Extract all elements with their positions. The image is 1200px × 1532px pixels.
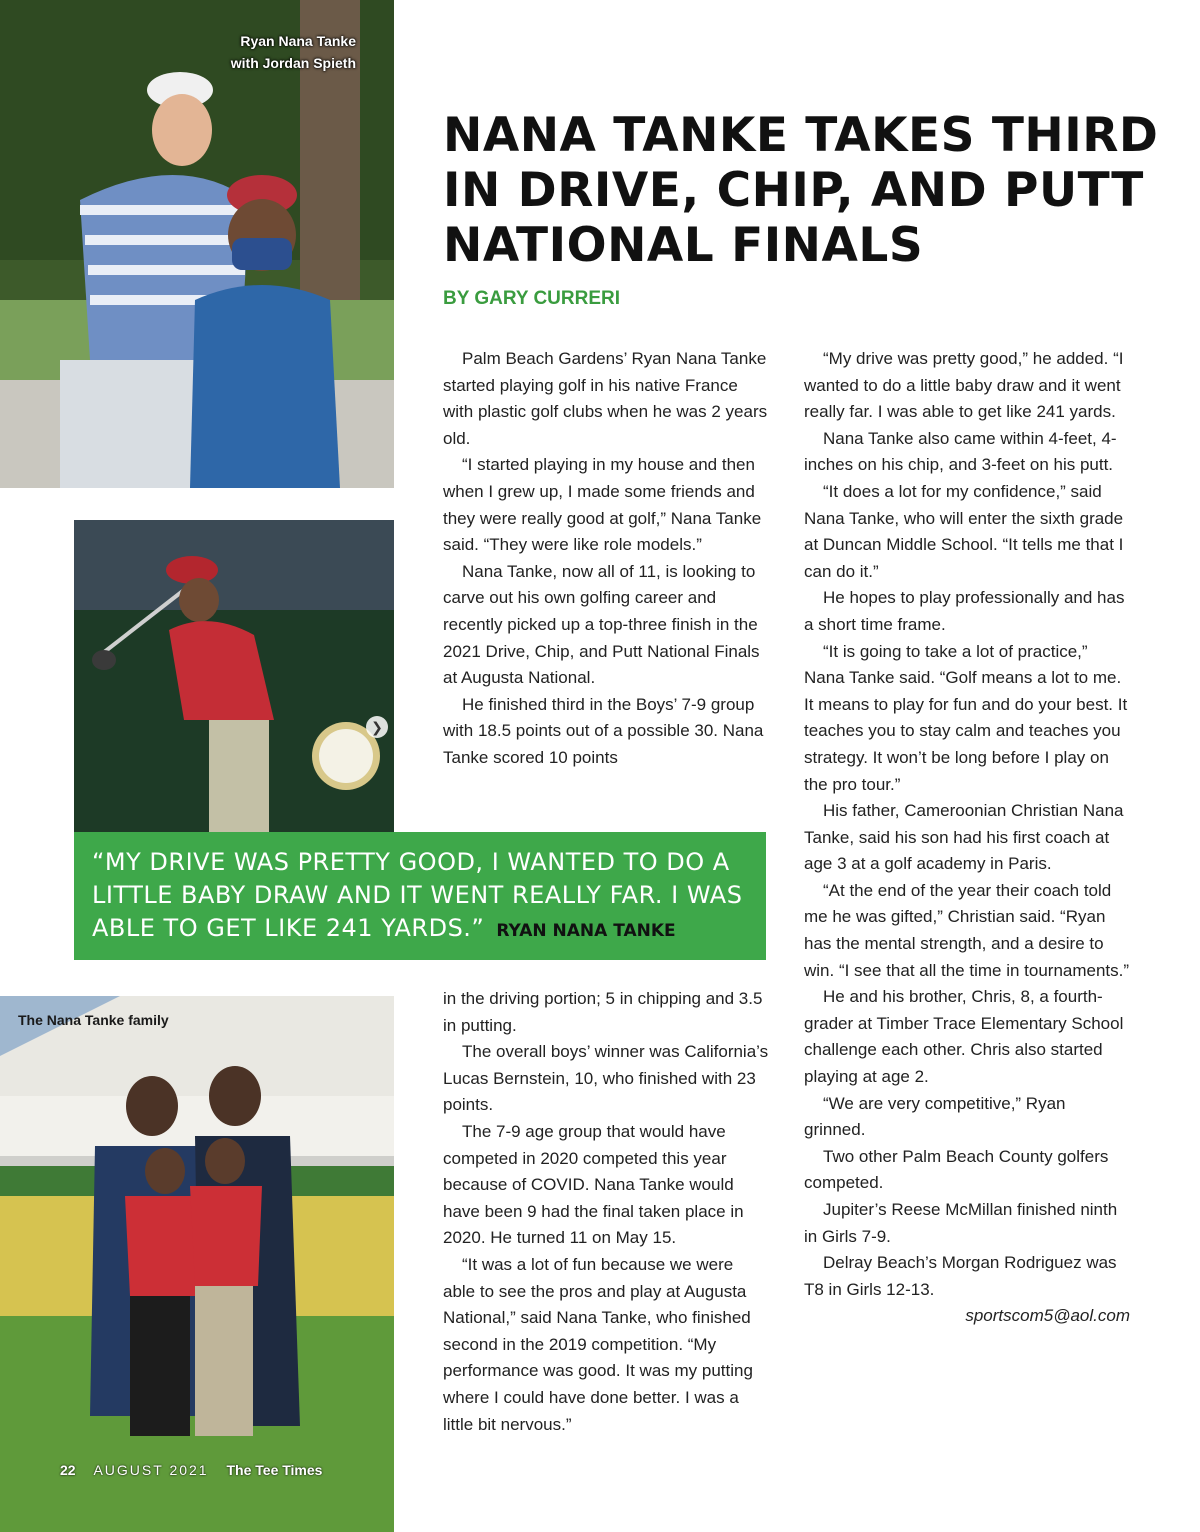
paragraph: Two other Palm Beach County golfers competed. bbox=[804, 1146, 1109, 1193]
issue-date: AUGUST 2021 bbox=[93, 1462, 209, 1478]
caption-line: with Jordan Spieth bbox=[230, 55, 356, 71]
paragraph: “It was a lot of fun because we were able to see the pros and play at Augusta National,” said Nana Tanke, who finished second in the 2019 competition. “My performance was good. It was my putting where I could have done better. I was a little bit nervous.” bbox=[443, 1254, 753, 1434]
article-column-2 bbox=[804, 346, 1130, 1330]
paragraph: “At the end of the year their coach told me he was gifted,” Christian said. “Ryan has the mental strength, and a desire to win. “I see that all the time in tournaments.” bbox=[804, 880, 1130, 980]
photo-family bbox=[0, 996, 394, 1532]
paragraph: He and his brother, Chris, 8, a fourth-grader at Timber Trace Elementary School challenge each other. Chris also started playing at age 2. bbox=[804, 987, 1124, 1087]
photo-caption-spieth bbox=[180, 30, 356, 74]
headline-line: NANA TANKE TAKES THIRD bbox=[443, 108, 1159, 163]
paragraph: He finished third in the Boys’ 7-9 group with 18.5 points out of a possible 30. Nana Tanke scored 10 points bbox=[443, 694, 764, 767]
author-email[interactable]: sportscom5@aol.com bbox=[965, 1306, 1130, 1326]
article-column-1-top bbox=[443, 346, 769, 772]
article-column-1-bottom bbox=[443, 986, 769, 1438]
paragraph: Delray Beach’s Morgan Rodriguez was T8 in Girls 12-13. bbox=[804, 1253, 1117, 1299]
paragraph: Jupiter’s Reese McMillan finished ninth in Girls 7-9. bbox=[804, 1200, 1118, 1246]
caption-line: Ryan Nana Tanke bbox=[240, 33, 356, 49]
photo-caption-family: The Nana Tanke family bbox=[18, 1012, 169, 1028]
headline-line: NATIONAL FINALS bbox=[443, 218, 924, 273]
paragraph: His father, Cameroonian Christian Nana Tanke, said his son had his first coach at age 3 at a golf academy in Paris. bbox=[804, 801, 1124, 874]
pull-quote-attribution: RYAN NANA TANKE bbox=[496, 921, 676, 941]
paragraph: The overall boys’ winner was California’s Lucas Bernstein, 10, who finished with 23 points. bbox=[443, 1042, 769, 1115]
paragraph: “It does a lot for my confidence,” said Nana Tanke, who will enter the sixth grade at Duncan Middle School. “It tells me that I can do it.” bbox=[804, 481, 1124, 581]
page-number: 22 bbox=[60, 1462, 76, 1478]
paragraph: “My drive was pretty good,” he added. “I wanted to do a little baby draw and it went really far. I was able to get like 241 yards. bbox=[804, 349, 1124, 422]
magazine-name: The Tee Times bbox=[226, 1462, 323, 1478]
photo-ryan-swing bbox=[74, 520, 394, 832]
paragraph: in the driving portion; 5 in chipping and 3.5 in putting. bbox=[443, 989, 763, 1035]
page-footer bbox=[60, 1462, 322, 1478]
pull-quote-text bbox=[92, 846, 748, 948]
pull-quote bbox=[74, 832, 766, 960]
paragraph: Nana Tanke, now all of 11, is looking to carve out his own golfing career and recently picked up a top-three finish in the 2021 Drive, Chip, and Putt National Finals at Augusta National. bbox=[443, 561, 760, 688]
pull-quote-body: “MY DRIVE WAS PRETTY GOOD, I WANTED TO DO A LITTLE BABY DRAW AND IT WENT REALLY FAR. I WAS ABLE TO GET LIKE 241 YARDS.” bbox=[92, 848, 743, 942]
byline: BY GARY CURRERI bbox=[443, 288, 621, 309]
paragraph: Palm Beach Gardens’ Ryan Nana Tanke started playing golf in his native France with plastic golf clubs when he was 2 years old. bbox=[443, 349, 768, 448]
paragraph: Nana Tanke also came within 4-feet, 4-inches on his chip, and 3-feet on his putt. bbox=[804, 428, 1117, 475]
paragraph: “It is going to take a lot of practice,” Nana Tanke said. “Golf means a lot to me. It means to play for fun and do your best. It teaches you to stay calm and teaches you strategy. It won’t be long before I play on the pro tour.” bbox=[804, 641, 1128, 794]
next-photo-arrow-icon[interactable]: ❯ bbox=[366, 716, 388, 738]
paragraph: He hopes to play professionally and has a short time frame. bbox=[804, 588, 1125, 634]
article-headline bbox=[443, 108, 1173, 273]
headline-line: IN DRIVE, CHIP, AND PUTT bbox=[443, 163, 1144, 218]
paragraph: “We are very competitive,” Ryan grinned. bbox=[804, 1093, 1066, 1140]
paragraph: “I started playing in my house and then when I grew up, I made some friends and they were really good at golf,” Nana Tanke said. “They were like role models.” bbox=[443, 455, 762, 555]
paragraph: The 7-9 age group that would have competed in 2020 competed this year because of COVID. Nana Tanke would have been 9 had the final taken place in 2020. He turned 11 on May 15. bbox=[443, 1121, 744, 1248]
